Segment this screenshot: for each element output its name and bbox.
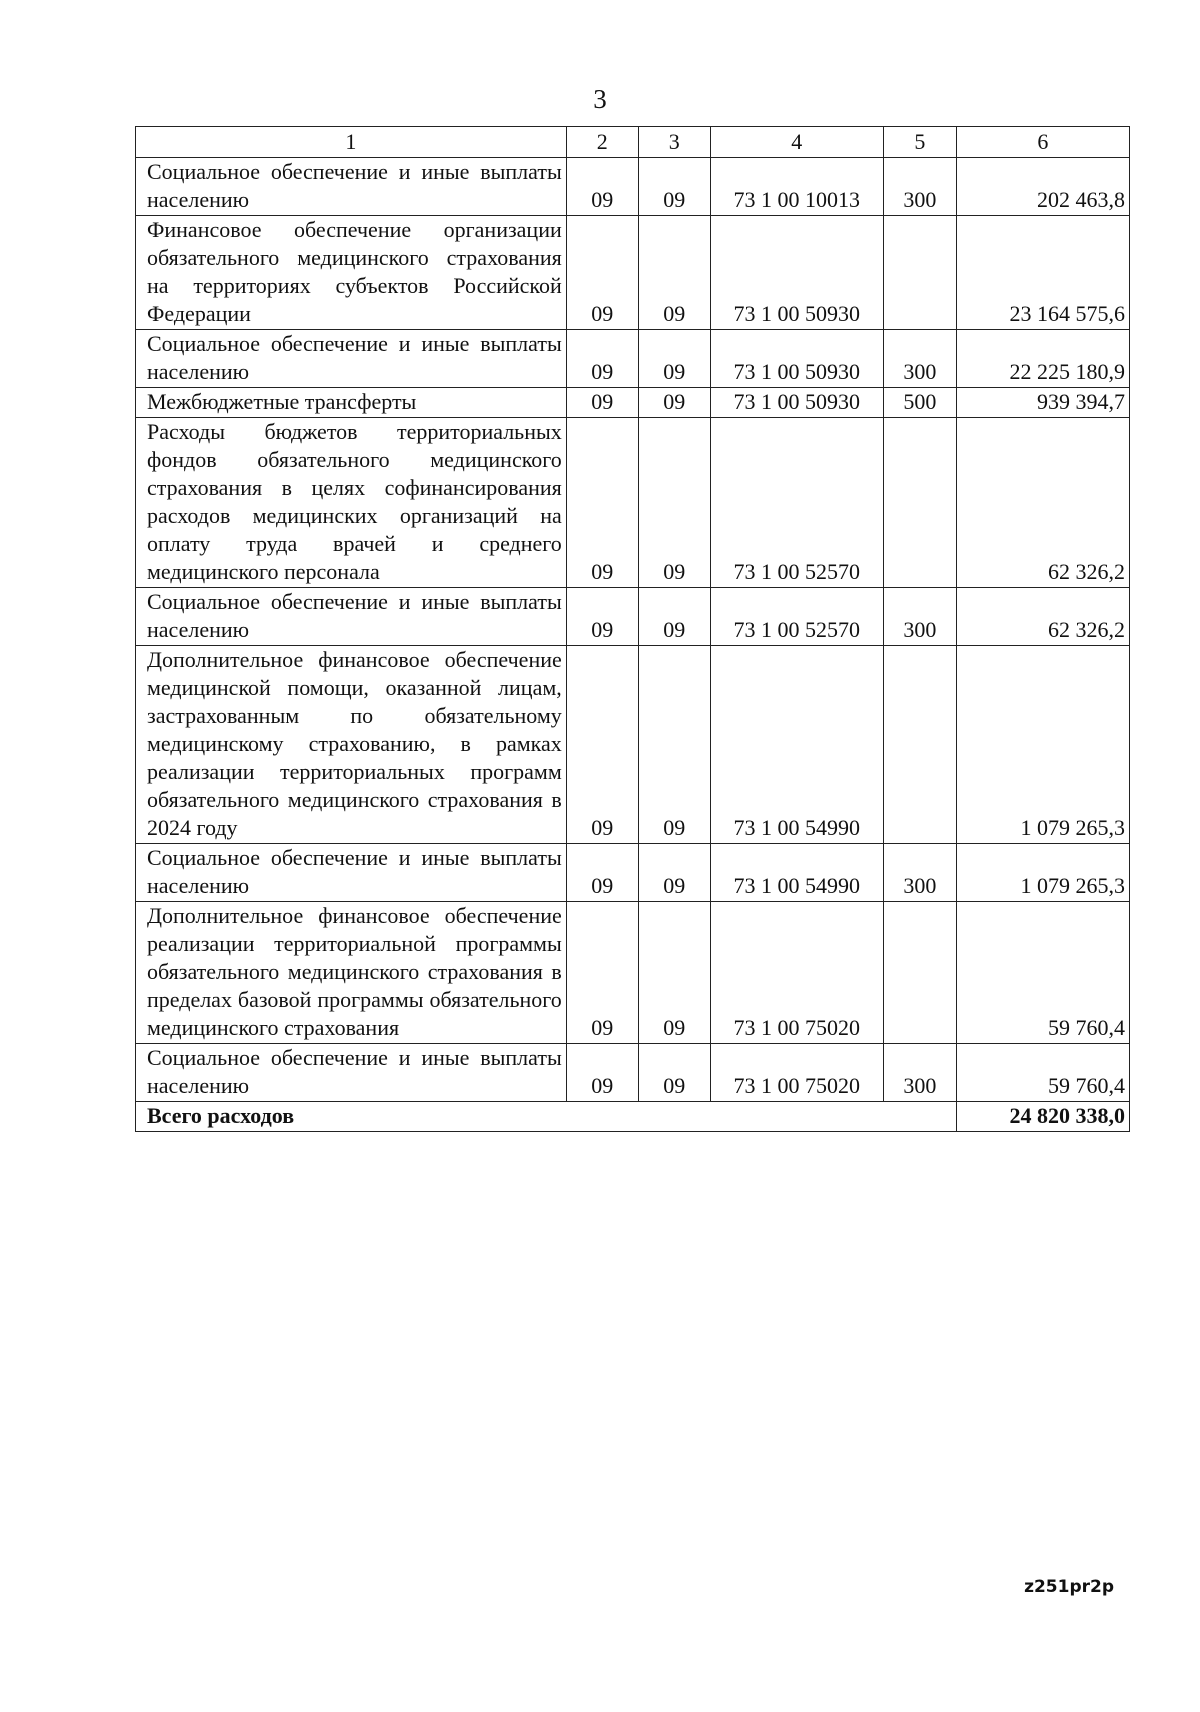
budget-table — [135, 126, 1130, 1132]
amount-value: 1 079 265,3 — [956, 646, 1129, 844]
amount-value: 22 225 180,9 — [956, 330, 1129, 388]
total-amount: 24 820 338,0 — [956, 1102, 1129, 1132]
subsection-code: 09 — [638, 588, 710, 646]
header-cell: 3 — [638, 127, 710, 158]
target-article-code: 73 1 00 52570 — [710, 588, 883, 646]
subsection-code: 09 — [638, 158, 710, 216]
expense-type-code: 300 — [883, 588, 956, 646]
amount-value: 62 326,2 — [956, 588, 1129, 646]
table-header-row — [136, 127, 1130, 158]
expense-name: Дополнительное финансовое обеспечение медицинской помощи, оказанной лицам, застрахованным по обязательному медицинскому страхованию, в рамках реализации территориальных программ обязательного медицинского страхования в 2024 году — [136, 646, 567, 844]
expense-name: Межбюджетные трансферты — [136, 388, 567, 418]
expense-name: Финансовое обеспечение организации обязательного медицинского страхования на территориях субъектов Российской Федерации — [136, 216, 567, 330]
header-cell: 2 — [566, 127, 638, 158]
target-article-code: 73 1 00 10013 — [710, 158, 883, 216]
section-code: 09 — [566, 158, 638, 216]
header-cell: 4 — [710, 127, 883, 158]
target-article-code: 73 1 00 75020 — [710, 1044, 883, 1102]
table-row — [136, 1044, 1130, 1102]
document-code: z251pr2p — [1024, 1577, 1114, 1597]
subsection-code: 09 — [638, 418, 710, 588]
amount-value: 23 164 575,6 — [956, 216, 1129, 330]
subsection-code: 09 — [638, 1044, 710, 1102]
target-article-code: 73 1 00 52570 — [710, 418, 883, 588]
table-row — [136, 216, 1130, 330]
section-code: 09 — [566, 844, 638, 902]
table-row — [136, 388, 1130, 418]
amount-value: 59 760,4 — [956, 1044, 1129, 1102]
expense-type-code — [883, 646, 956, 844]
page-number: 3 — [593, 84, 607, 114]
expense-name: Социальное обеспечение и иные выплаты населению — [136, 844, 567, 902]
subsection-code: 09 — [638, 388, 710, 418]
header-cell: 5 — [883, 127, 956, 158]
section-code: 09 — [566, 330, 638, 388]
expense-type-code — [883, 418, 956, 588]
table-row — [136, 844, 1130, 902]
section-code: 09 — [566, 1044, 638, 1102]
subsection-code: 09 — [638, 844, 710, 902]
target-article-code: 73 1 00 50930 — [710, 330, 883, 388]
table-row — [136, 646, 1130, 844]
section-code: 09 — [566, 388, 638, 418]
expense-type-code: 500 — [883, 388, 956, 418]
header-cell: 6 — [956, 127, 1129, 158]
table-row — [136, 418, 1130, 588]
header-cell: 1 — [136, 127, 567, 158]
subsection-code: 09 — [638, 902, 710, 1044]
table-row — [136, 158, 1130, 216]
expense-type-code: 300 — [883, 158, 956, 216]
target-article-code: 73 1 00 50930 — [710, 216, 883, 330]
subsection-code: 09 — [638, 330, 710, 388]
expense-name: Дополнительное финансовое обеспечение реализации территориальной программы обязательного медицинского страхования в пределах базовой программы обязательного медицинского страхования — [136, 902, 567, 1044]
section-code: 09 — [566, 588, 638, 646]
target-article-code: 73 1 00 54990 — [710, 646, 883, 844]
total-row — [136, 1102, 1130, 1132]
expense-name: Социальное обеспечение и иные выплаты населению — [136, 1044, 567, 1102]
target-article-code: 73 1 00 75020 — [710, 902, 883, 1044]
expense-name: Социальное обеспечение и иные выплаты населению — [136, 158, 567, 216]
amount-value: 202 463,8 — [956, 158, 1129, 216]
amount-value: 939 394,7 — [956, 388, 1129, 418]
amount-value: 1 079 265,3 — [956, 844, 1129, 902]
expense-type-code — [883, 902, 956, 1044]
expense-type-code — [883, 216, 956, 330]
expense-name: Расходы бюджетов территориальных фондов обязательного медицинского страхования в целях софинансирования расходов медицинских организаций на оплату труда врачей и среднего медицинского персонала — [136, 418, 567, 588]
section-code: 09 — [566, 216, 638, 330]
table-row — [136, 330, 1130, 388]
section-code: 09 — [566, 418, 638, 588]
target-article-code: 73 1 00 54990 — [710, 844, 883, 902]
subsection-code: 09 — [638, 216, 710, 330]
table-row — [136, 588, 1130, 646]
expense-name: Социальное обеспечение и иные выплаты населению — [136, 588, 567, 646]
expense-type-code: 300 — [883, 330, 956, 388]
amount-value: 59 760,4 — [956, 902, 1129, 1044]
expense-type-code: 300 — [883, 844, 956, 902]
expense-name: Социальное обеспечение и иные выплаты населению — [136, 330, 567, 388]
target-article-code: 73 1 00 50930 — [710, 388, 883, 418]
section-code: 09 — [566, 902, 638, 1044]
total-label: Всего расходов — [136, 1102, 957, 1132]
section-code: 09 — [566, 646, 638, 844]
expense-type-code: 300 — [883, 1044, 956, 1102]
amount-value: 62 326,2 — [956, 418, 1129, 588]
subsection-code: 09 — [638, 646, 710, 844]
table-row — [136, 902, 1130, 1044]
